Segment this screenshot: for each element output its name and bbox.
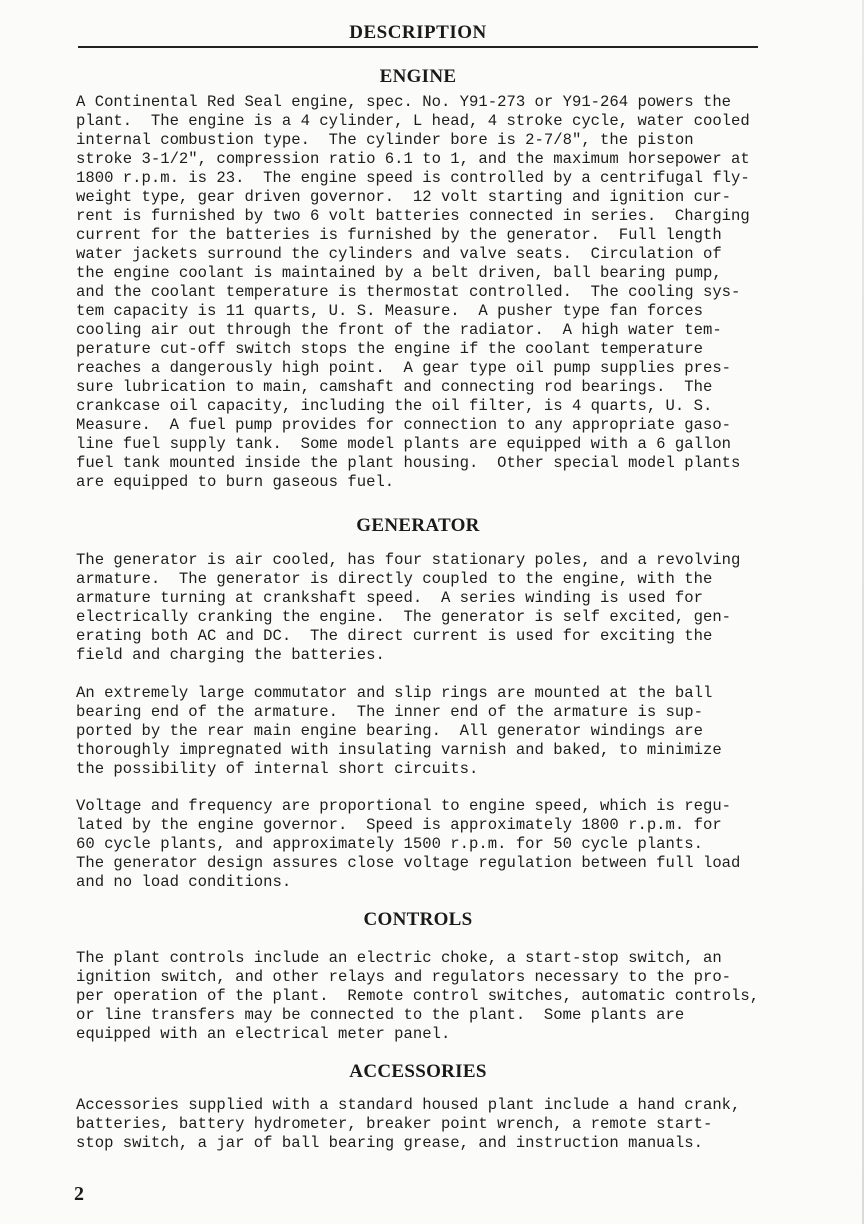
section-heading-controls: CONTROLS [363, 909, 473, 930]
generator-paragraph-2: An extremely large commutator and slip rings are mounted at the ball bearing end of the armature. The inner end of the armature is sup- ported by the rear main engine bearing. All generator windings are thoroughly impregnated with insulating varnish and baked, to minimize the possibility of internal short circuits. [76, 684, 722, 778]
page-number: 2 [74, 1183, 84, 1205]
header-divider [78, 46, 758, 48]
page-title: DESCRIPTION [349, 22, 487, 43]
controls-paragraph: The plant controls include an electric choke, a start-stop switch, an ignition switch, and other relays and regulators necessary to the pro- per operation of the plant. Remote control switches, automatic controls, or line transfers may be connected to the plant. Some plants are equipped with an electrical meter panel. [76, 949, 760, 1043]
generator-paragraph-1: The generator is air cooled, has four stationary poles, and a revolving armature. The generator is directly coupled to the engine, with the armature turning at crankshaft speed. A series winding is used for electrically cranking the engine. The generator is self excited, gen- erating both AC and DC. The direct current is used for exciting the field and charging the batteries. [76, 551, 741, 664]
section-heading-engine: ENGINE [379, 66, 457, 87]
section-heading-accessories: ACCESSORIES [349, 1061, 487, 1082]
generator-paragraph-3: Voltage and frequency are proportional to engine speed, which is regu- lated by the engine governor. Speed is approximately 1800 r.p.m. for 60 cycle plants, and approximately 1500 r.p.m. for 50 cycle plants. The generator design assures close voltage regulation between full load and no load conditions. [76, 797, 741, 891]
section-heading-generator: GENERATOR [356, 515, 480, 536]
accessories-paragraph: Accessories supplied with a standard housed plant include a hand crank, batteries, battery hydrometer, breaker point wrench, a remote start- stop switch, a jar of ball bearing grease, and instruction manuals. [76, 1096, 741, 1152]
engine-paragraph: A Continental Red Seal engine, spec. No. Y91-273 or Y91-264 powers the plant. The engine is a 4 cylinder, L head, 4 stroke cycle, water cooled internal combustion type. The cylinder bore is 2-7/8", the piston stroke 3-1/2", compression ratio 6.1 to 1, and the maximum horsepower at 1800 r.p.m. is 23. The engine speed is controlled by a centrifugal fly- weight type, gear driven governor. 12 volt starting and ignition cur- rent is furnished by two 6 volt batteries connected in series. Charging current for the batteries is furnished by the generator. Full length water jackets surround the cylinders and valve seats. Circulation of the engine coolant is maintained by a belt driven, ball bearing pump, and the coolant temperature is thermostat controlled. The cooling sys- tem capacity is 11 quarts, U. S. Measure. A pusher type fan forces cooling air out through the front of the radiator. A high water tem- perature cut-off switch stops the engine if the coolant temperature reaches a dangerously high point. A gear type oil pump supplies pres- sure lubrication to main, camshaft and connecting rod bearings. The crankcase oil capacity, including the oil filter, is 4 quarts, U. S. Measure. A fuel pump provides for connection to any appropriate gaso- line fuel supply tank. Some model plants are equipped with a 6 gallon fuel tank mounted inside the plant housing. Other special model plants are equipped to burn gaseous fuel. [76, 93, 750, 491]
